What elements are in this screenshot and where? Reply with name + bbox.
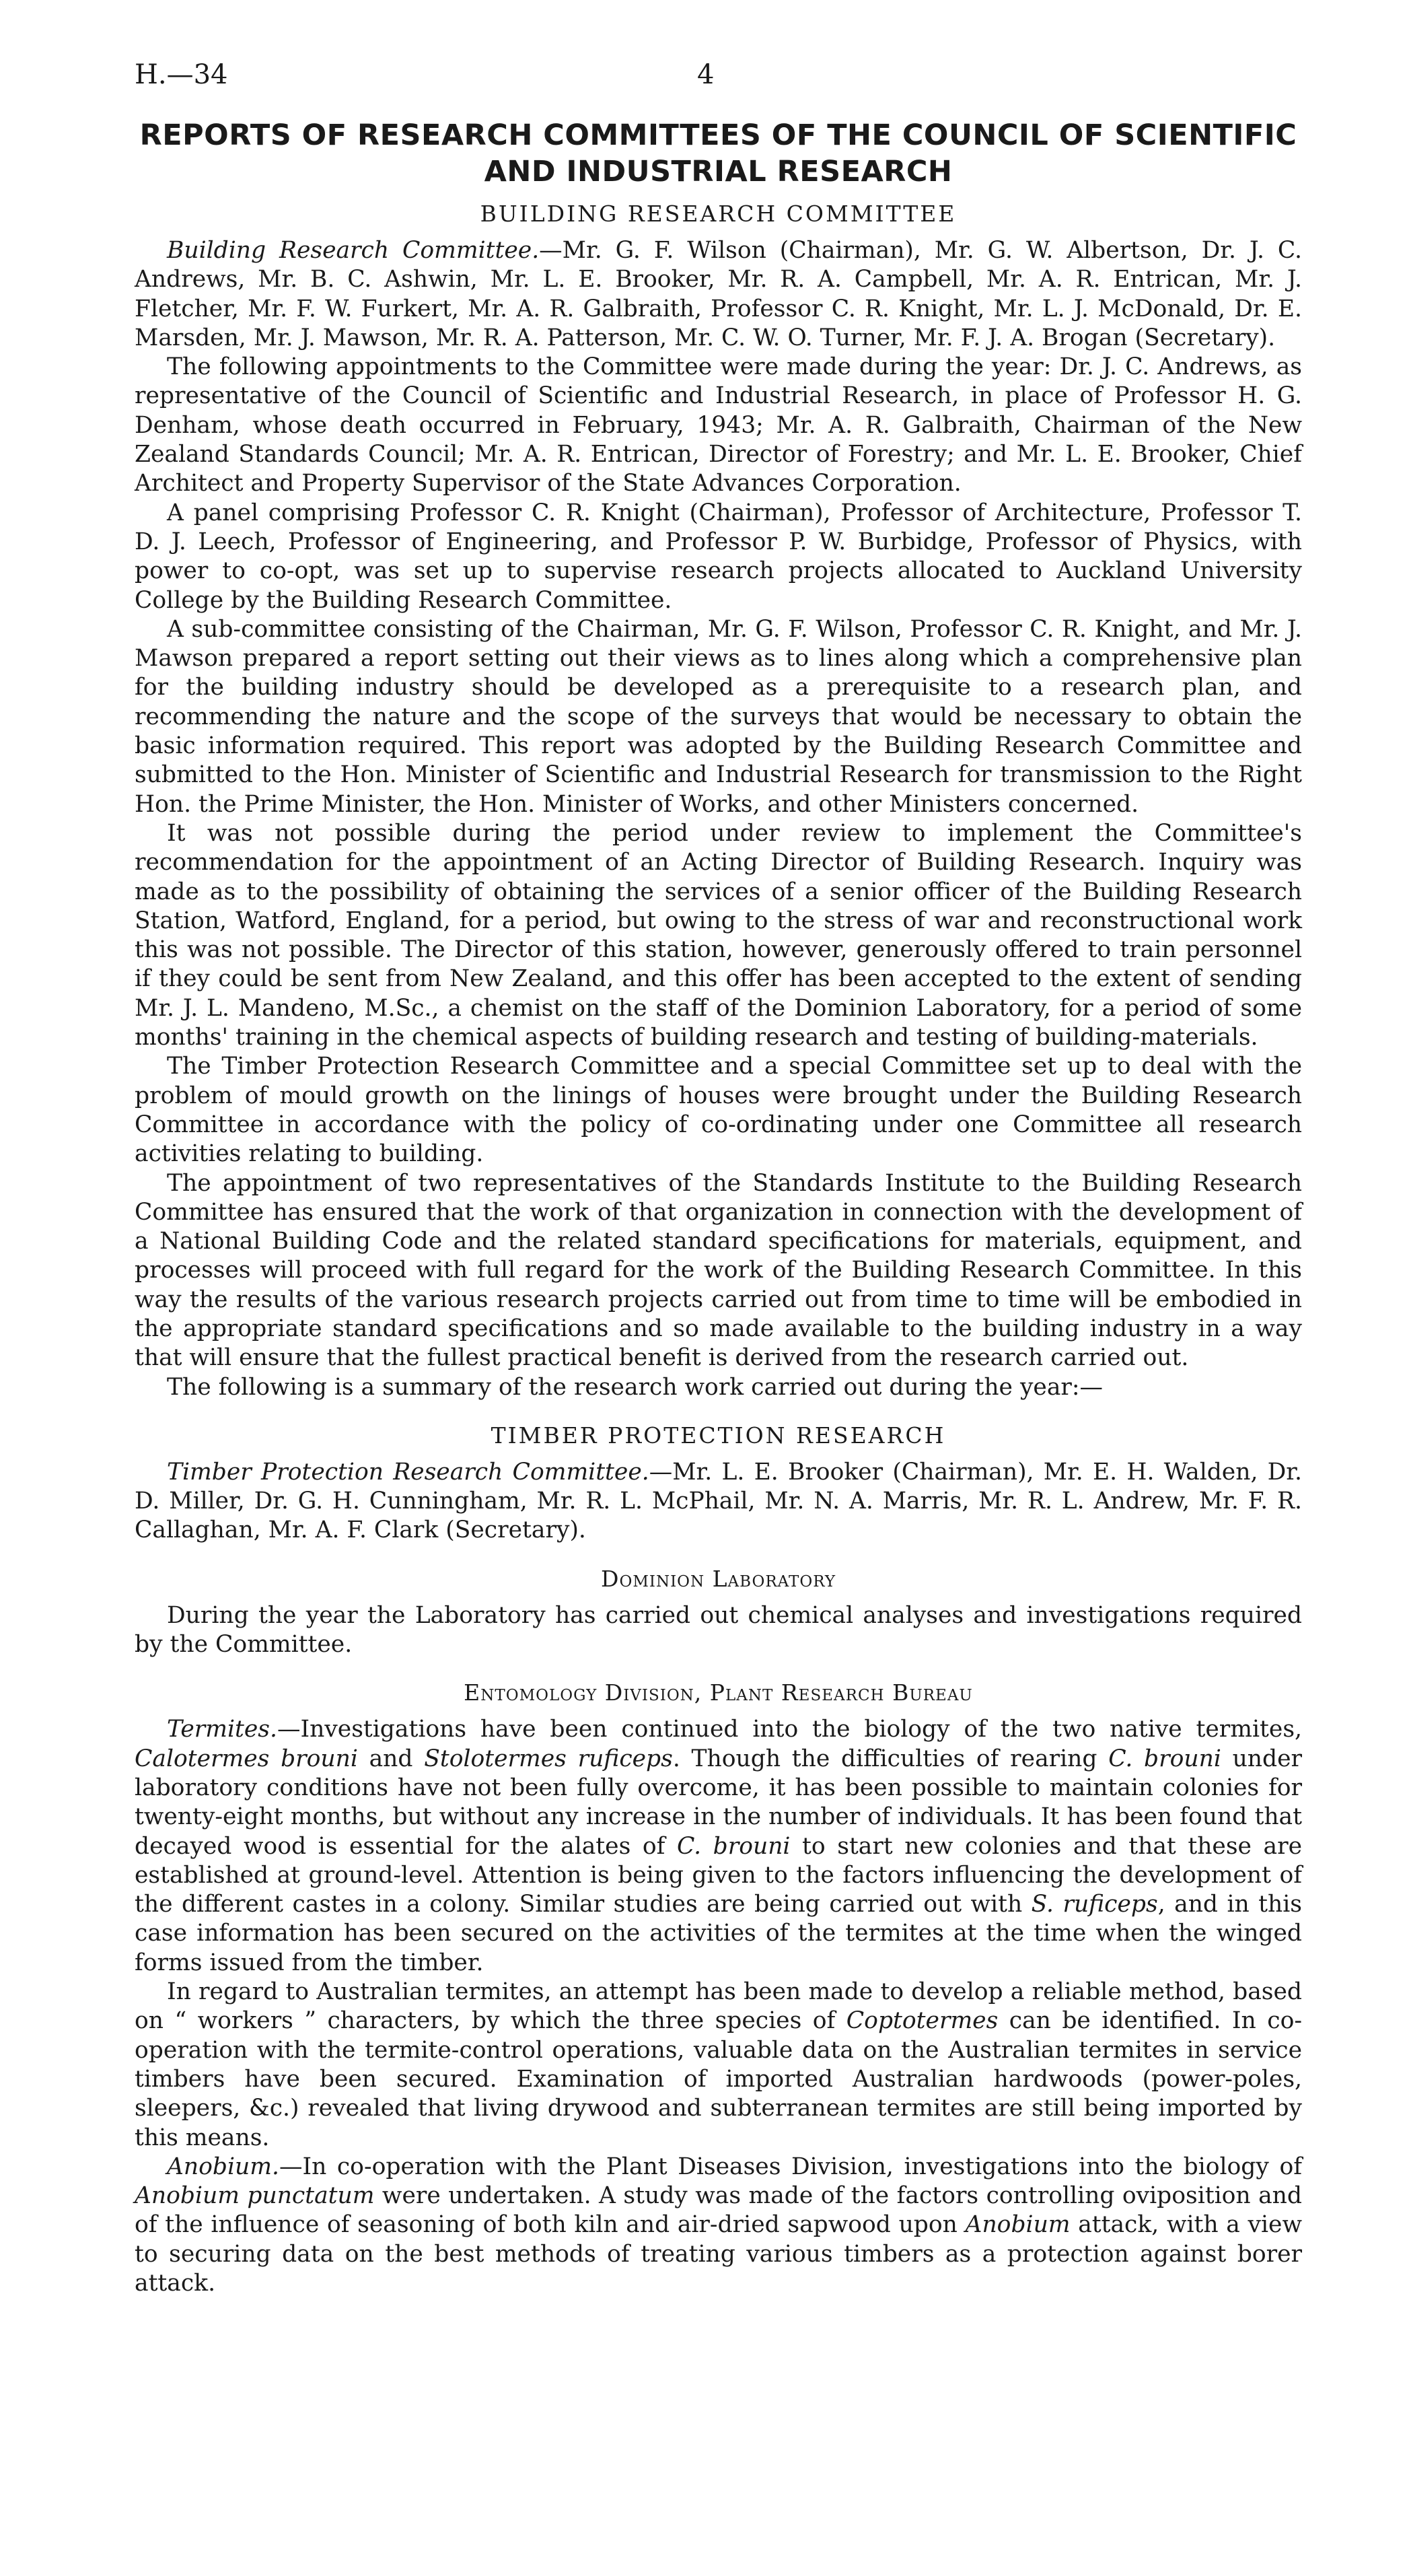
species-name: C. brouni	[1108, 1745, 1221, 1772]
timber-committee-members	[135, 1458, 1302, 1545]
paragraph: A panel comprising Professor C. R. Knight (Chairman), Professor of Architecture, Professor T. D. J. Leech, Professor of Engineering, and Professor P. W. Burbidge, Professor of Physics, with power to co-opt, was set up to supervise research projects allocated to Auckland University College by the Building Research Committee.	[135, 499, 1302, 614]
species-name: Anobium punctatum	[135, 2182, 375, 2210]
species-name: Coptotermes	[846, 2007, 999, 2035]
dominion-laboratory-heading: Dominion Laboratory	[601, 1565, 836, 1592]
page-title: REPORTS OF RESEARCH COMMITTEES OF THE COUNCIL OF SCIENTIFIC AND INDUSTRIAL RESEARCH	[139, 118, 1297, 188]
species-name: S. ruficeps	[1031, 1891, 1158, 1918]
anobium-label: Anobium.	[167, 2153, 279, 2180]
dominion-laboratory-text: During the year the Laboratory has carried out chemical analyses and investigations required by the Committee.	[135, 1601, 1302, 1659]
building-committee-members	[135, 236, 1302, 353]
timber-committee-names: —Mr. L. E. Brooker (Chairman), Mr. E. H. Walden, Dr. D. Miller, Dr. G. H. Cunningham, Mr. R. L. McPhail, Mr. N. A. Marris, Mr. R. L. Andrew, Mr. F. R. Callaghan, Mr. A. F. Clark (Secretary).	[135, 1458, 1302, 1544]
termites-label: Termites.	[167, 1716, 277, 1743]
termites-paragraph: Termites.—Investigations have been continued into the biology of the two native termites, Calotermes brouni and Stolotermes ruficeps. Though the difficulties of rearing C. brouni under laboratory conditions have not been fully overcome, it has been possible to maintain colonies for twenty-eight months, but without any increase in the number of individuals. It has been found that decayed wood is essential for the alates of C. brouni to start new colonies and that these are established at ground-level. Attention is being given to the factors influencing the development of the different castes in a colony. Similar studies are being carried out with S. ruficeps, and in this case information has been secured on the activities of the termites at the time when the winged forms issued from the timber.	[135, 1716, 1302, 1976]
australian-termites-paragraph: In regard to Australian termites, an attempt has been made to develop a reliable method, based on “ workers ” characters, by which the three species of Coptotermes can be identified. In co-operation with the termite-control operations, valuable data on the Australian termites in service timbers have been secured. Examination of imported Australian hardwoods (power-poles, sleepers, &c.) revealed that living drywood and subterranean termites are still being imported by this means.	[135, 1978, 1302, 2151]
entomology-division-heading: Entomology Division, Plant Research Bureau	[464, 1679, 973, 1706]
species-name: Anobium	[965, 2211, 1071, 2239]
paragraph: It was not possible during the period under review to implement the Committee's recommendation for the appointment of an Acting Director of Building Research. Inquiry was made as to the possibility of obtaining the services of a senior officer of the Building Research Station, Watford, England, for a period, but owing to the stress of war and reconstructional work this was not possible. The Director of this station, however, generously offered to train personnel if they could be sent from New Zealand, and this offer has been accepted to the extent of sending Mr. J. L. Mandeno, M.Sc., a chemist on the staff of the Dominion Laboratory, for a period of some months' training in the chemical aspects of building research and testing of building-materials.	[135, 819, 1302, 1051]
paragraph: The appointment of two representatives of the Standards Institute to the Building Research Committee has ensured that the work of that organization in connection with the development of a National Building Code and the related standard specifications for materials, equipment, and processes will proceed with full regard for the work of the Building Research Committee. In this way the results of the various research projects carried out from time to time will be embodied in the appropriate standard specifications and so made available to the building industry in a way that will ensure that the fullest practical benefit is derived from the research carried out.	[135, 1169, 1302, 1372]
paragraph: The following appointments to the Committee were made during the year: Dr. J. C. Andrews, as representative of the Council of Scientific and Industrial Research, in place of Professor H. G. Denham, whose death occurred in February, 1943; Mr. A. R. Galbraith, Chairman of the New Zealand Standards Council; Mr. A. R. Entrican, Director of Forestry; and Mr. L. E. Brooker, Chief Architect and Property Supervisor of the State Advances Corporation.	[135, 353, 1302, 497]
anobium-paragraph: Anobium.—In co-operation with the Plant Diseases Division, investigations into the biology of Anobium punctatum were undertaken. A study was made of the factors controlling oviposition and of the influence of seasoning of both kiln and air-dried sapwood upon Anobium attack, with a view to securing data on the best methods of treating various timbers as a protection against borer attack.	[135, 2153, 1302, 2297]
document-reference: H.—34	[135, 59, 228, 90]
building-committee-names: —Mr. G. F. Wilson (Chairman), Mr. G. W. Albertson, Dr. J. C. Andrews, Mr. B. C. Ashwin, Mr. L. E. Brooker, Mr. R. A. Campbell, Mr. A. R. Entrican, Mr. J. Fletcher, Mr. F. W. Furkert, Mr. A. R. Galbraith, Professor C. R. Knight, Mr. L. J. McDonald, Dr. E. Marsden, Mr. J. Mawson, Mr. R. A. Patterson, Mr. C. W. O. Turner, Mr. F. J. A. Brogan (Secretary).	[135, 237, 1302, 351]
timber-protection-heading: TIMBER PROTECTION RESEARCH	[491, 1422, 946, 1449]
paragraph: The Timber Protection Research Committee and a special Committee set up to deal with the problem of mould growth on the linings of houses were brought under the Building Research Committee in accordance with the policy of co-ordinating under one Committee all research activities relating to building.	[135, 1053, 1302, 1168]
timber-committee-label: Timber Protection Research Committee.	[167, 1458, 649, 1486]
running-header	[135, 53, 1302, 93]
species-name: Stolotermes ruficeps	[424, 1745, 673, 1772]
species-name: Calotermes brouni	[135, 1745, 358, 1772]
building-research-heading: BUILDING RESEARCH COMMITTEE	[480, 201, 957, 227]
paragraph: A sub-committee consisting of the Chairman, Mr. G. F. Wilson, Professor C. R. Knight, and Mr. J. Mawson prepared a report setting out their views as to lines along which a comprehensive plan for the building industry should be developed as a prerequisite to a research plan, and recommending the nature and the scope of the surveys that would be necessary to obtain the basic information required. This report was adopted by the Building Research Committee and submitted to the Hon. Minister of Scientific and Industrial Research for transmission to the Right Hon. the Prime Minister, the Hon. Minister of Works, and other Ministers concerned.	[135, 615, 1302, 818]
page-number: 4	[697, 59, 715, 90]
paragraph: The following is a summary of the research work carried out during the year:—	[167, 1373, 1104, 1401]
species-name: C. brouni	[676, 1832, 791, 1860]
building-committee-label: Building Research Committee.	[167, 237, 540, 264]
